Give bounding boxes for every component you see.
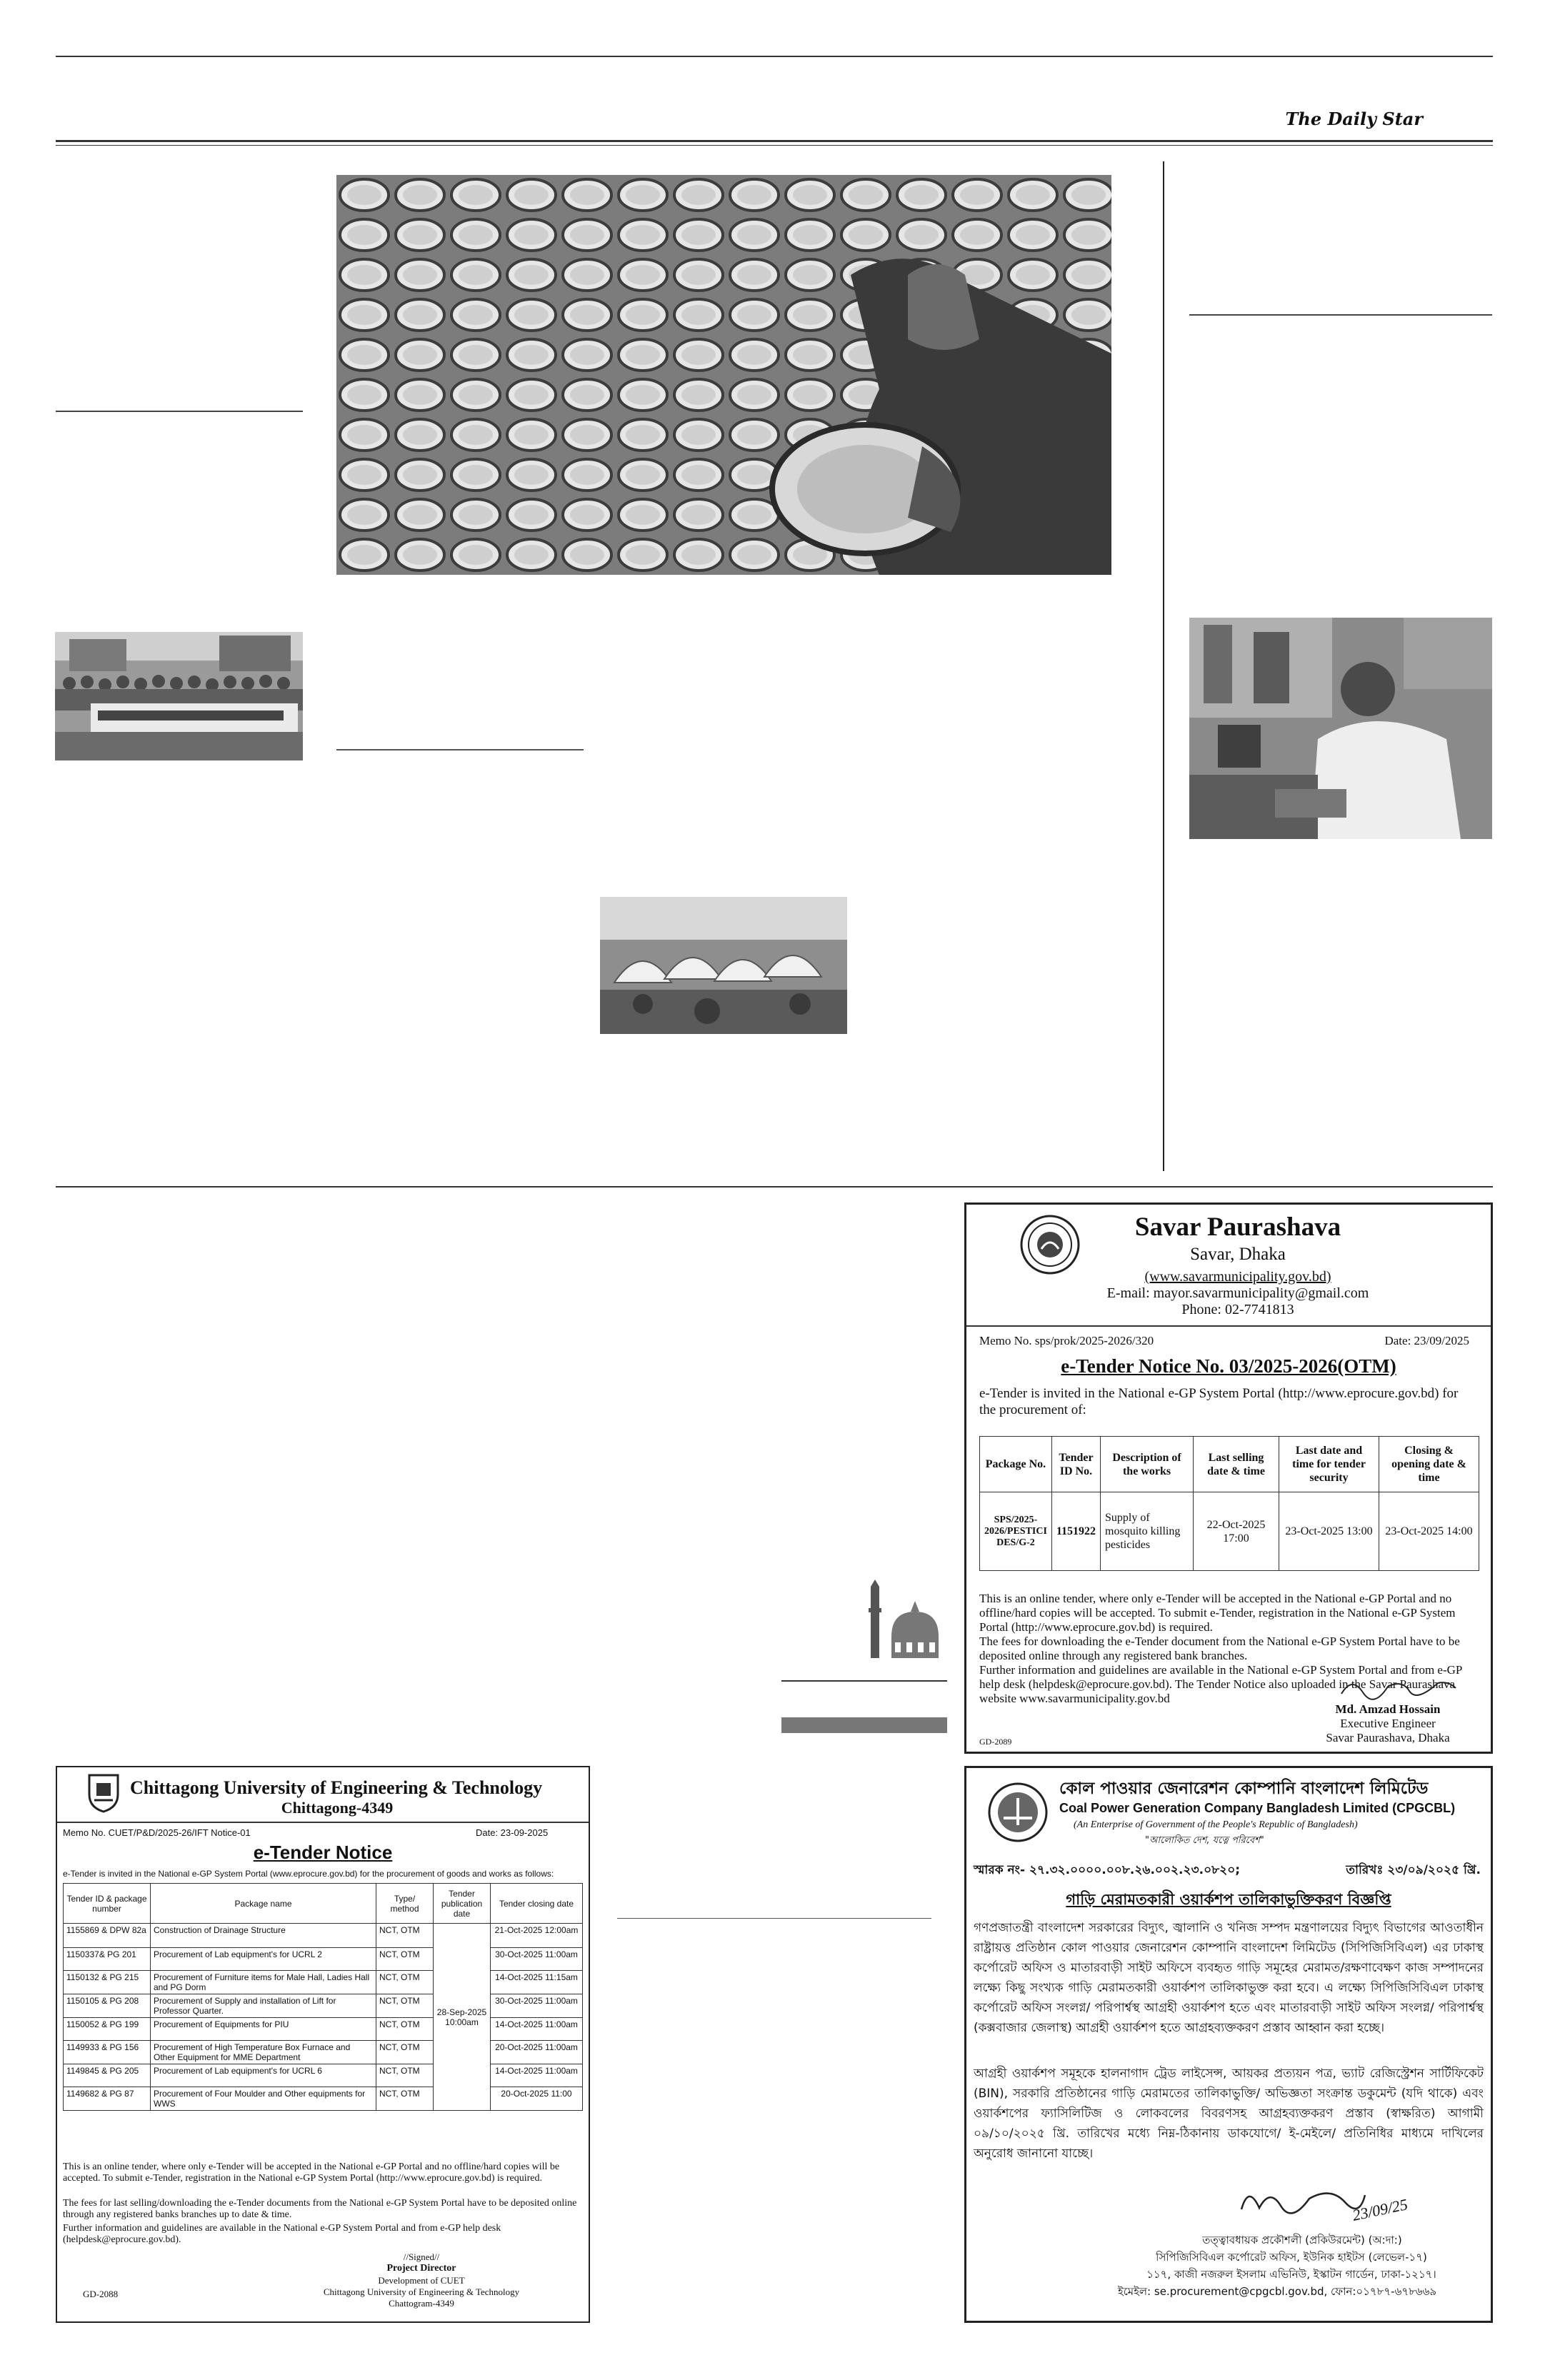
cuet-col-closing: Tender closing date bbox=[491, 1884, 583, 1924]
cuet-notice-title: e-Tender Notice bbox=[253, 1842, 393, 1863]
cpgcbl-title: গাড়ি মেরামতকারী ওয়ার্কশপ তালিকাভুক্তিকরণ বিজ্ঞপ্তি bbox=[1066, 1891, 1391, 1908]
savar-cell-security: 23-Oct-2025 13:00 bbox=[1279, 1492, 1379, 1571]
savar-header-rule bbox=[966, 1325, 1491, 1327]
cuet-place: Chittagong-4349 bbox=[281, 1799, 394, 1817]
cuet-cell-id: 1149682 & PG 87 bbox=[64, 2087, 151, 2111]
cuet-cell-method: NCT, OTM bbox=[376, 1994, 434, 2018]
cpgcbl-signer: তত্ত্বাবধায়ক প্রকৌশলী (প্রকিউরমেন্ট) (অ:দা:) bbox=[1202, 2234, 1402, 2246]
cpgcbl-sig-date: 23/09/25 bbox=[1351, 2195, 1409, 2224]
savar-tender-ad bbox=[964, 1202, 1493, 1754]
savar-cell-package: SPS/2025-2026/PESTICI DES/G-2 bbox=[980, 1492, 1052, 1571]
cuet-cell-id: 1149845 & PG 205 bbox=[64, 2064, 151, 2087]
cuet-org-name: Chittagong University of Engineering & Technology bbox=[130, 1777, 543, 1798]
cuet-date: Date: 23-09-2025 bbox=[476, 1827, 549, 1838]
cuet-memo: Memo No. CUET/P&D/2025-26/IFT Notice-01 bbox=[63, 1827, 251, 1838]
savar-intro: e-Tender is invited in the National e-GP System Portal (http://www.eprocure.gov.bd) for the procurement of: bbox=[979, 1386, 1459, 1417]
gray-banner bbox=[781, 1717, 947, 1733]
savar-body-3: Further information and guidelines are available in the National e-GP System Portal and from e-GP help desk (helpdesk@eprocure.gov.bd). The Tender Notice also uploaded in the Savar Paurashava website www.savarmunicipality.gov.bd bbox=[979, 1663, 1462, 1705]
cuet-signed: //Signed// bbox=[403, 2251, 440, 2262]
mosque-icon bbox=[866, 1580, 947, 1658]
savar-col-tender-id: Tender ID No. bbox=[1051, 1437, 1100, 1492]
cuet-cell-name: Procurement of Supply and installation of Lift for Professor Quarter. bbox=[151, 1994, 376, 2018]
table-row bbox=[64, 2064, 583, 2087]
cuet-tender-table bbox=[63, 1883, 583, 2111]
savar-col-security: Last date and time for tender security bbox=[1279, 1437, 1379, 1492]
cuet-cell-method: NCT, OTM bbox=[376, 1924, 434, 1948]
savar-gd: GD-2089 bbox=[979, 1737, 1012, 1747]
savar-memo: Memo No. sps/prok/2025-2026/320 bbox=[979, 1334, 1154, 1347]
cuet-cell-name: Procurement of Lab equipment's for UCRL 6 bbox=[151, 2064, 376, 2087]
cuet-cell-name: Construction of Drainage Structure bbox=[151, 1924, 376, 1948]
cpgcbl-signature bbox=[1238, 2181, 1366, 2218]
column-divider-right bbox=[1163, 161, 1164, 1171]
cpgcbl-logo-icon bbox=[988, 1782, 1048, 1842]
cuet-body-3: Further information and guidelines are available in the National e-GP System Portal and from e-GP help desk (helpdesk@eprocure.gov.bd). bbox=[63, 2223, 501, 2245]
cuet-body-2: The fees for last selling/downloading the e-Tender documents from the National e-GP System Portal have to be deposited online through any registered banks branches up to date & time. bbox=[63, 2198, 577, 2220]
cuet-signer-dept: Development of CUET bbox=[378, 2275, 465, 2286]
cuet-cell-method: NCT, OTM bbox=[376, 2087, 434, 2111]
cuet-cell-name: Procurement of Lab equipment's for UCRL 2 bbox=[151, 1948, 376, 1971]
cuet-cell-closing: 20-Oct-2025 11:00 bbox=[491, 2087, 583, 2111]
cuet-cell-closing: 20-Oct-2025 11:00am bbox=[491, 2041, 583, 2064]
savar-tender-table bbox=[979, 1436, 1479, 1571]
savar-phone: Phone: 02-7741813 bbox=[1181, 1302, 1294, 1317]
cuet-cell-closing: 30-Oct-2025 11:00am bbox=[491, 1948, 583, 1971]
cuet-cell-id: 1150132 & PG 215 bbox=[64, 1971, 151, 1994]
savar-org-name: Savar Paurashava bbox=[1134, 1212, 1341, 1242]
cuet-cell-method: NCT, OTM bbox=[376, 2041, 434, 2064]
table-row bbox=[64, 2041, 583, 2064]
cuet-col-publication: Tender publication date bbox=[434, 1884, 491, 1924]
cpgcbl-en-name: Coal Power Generation Company Bangladesh Limited (CPGCBL) bbox=[1059, 1801, 1456, 1815]
savar-signer-title: Executive Engineer bbox=[1340, 1717, 1436, 1730]
cuet-logo-icon bbox=[87, 1773, 120, 1813]
cuet-col-name: Package name bbox=[151, 1884, 376, 1924]
savar-signer-org: Savar Paurashava, Dhaka bbox=[1326, 1731, 1450, 1744]
protest-photo bbox=[55, 632, 303, 760]
savar-cell-selling: 22-Oct-2025 17:00 bbox=[1194, 1492, 1279, 1571]
cpgcbl-memo: স্মারক নং- ২৭.৩২.০০০০.০০৮.২৬.০০২.২৩.০৮২০; bbox=[974, 1863, 1241, 1877]
cuet-cell-closing: 14-Oct-2025 11:00am bbox=[491, 2018, 583, 2041]
top-rule bbox=[56, 56, 1493, 57]
cuet-cell-name: Procurement of Furniture items for Male Hall, Ladies Hall and PG Dorm bbox=[151, 1971, 376, 1994]
cuet-cell-closing: 30-Oct-2025 11:00am bbox=[491, 1994, 583, 2018]
cuet-cell-id: 1150337& PG 201 bbox=[64, 1948, 151, 1971]
savar-website: (www.savarmunicipality.gov.bd) bbox=[1144, 1269, 1331, 1285]
savar-place: Savar, Dhaka bbox=[1190, 1245, 1286, 1264]
pottery-photo bbox=[336, 175, 1111, 575]
savar-cell-tender-id: 1151922 bbox=[1051, 1492, 1100, 1571]
cuet-cell-name: Procurement of High Temperature Box Furnace and Other Equipment for MME Department bbox=[151, 2041, 376, 2064]
cuet-cell-method: NCT, OTM bbox=[376, 2018, 434, 2041]
masthead-rule-1 bbox=[56, 140, 1493, 142]
table-row bbox=[64, 1971, 583, 1994]
cuet-cell-method: NCT, OTM bbox=[376, 2064, 434, 2087]
cuet-cell-publication: 28-Sep-2025 10:00am bbox=[434, 1924, 491, 2111]
ads-section-rule bbox=[56, 1186, 1493, 1188]
cpgcbl-address: ১১৭, কাজী নজরুল ইসলাম এভিনিউ, ইস্কাটন গার্ডেন, ঢাকা-১২১৭। bbox=[1146, 2268, 1436, 2281]
craftsman-photo bbox=[1189, 618, 1492, 839]
cuet-signer-place: Chattogram-4349 bbox=[389, 2298, 454, 2309]
mosque-rule bbox=[781, 1680, 947, 1682]
savar-seal-icon bbox=[1020, 1215, 1080, 1275]
cuet-signer-title: Project Director bbox=[386, 2263, 456, 2274]
cpgcbl-bn-name: কোল পাওয়ার জেনারেশন কোম্পানি বাংলাদেশ লিমিটেড bbox=[1059, 1779, 1429, 1798]
ads-mid-rule bbox=[617, 1918, 931, 1919]
table-row bbox=[64, 1994, 583, 2018]
tents-photo bbox=[600, 897, 847, 1034]
column-rule-right bbox=[1189, 314, 1492, 316]
brand-logo: The Daily Star bbox=[1285, 109, 1423, 129]
savar-col-description: Description of the works bbox=[1101, 1437, 1194, 1492]
table-row bbox=[64, 2018, 583, 2041]
savar-col-package: Package No. bbox=[980, 1437, 1052, 1492]
savar-signature bbox=[1338, 1672, 1459, 1702]
cpgcbl-para-1: গণপ্রজাতন্ত্রী বাংলাদেশ সরকারের বিদ্যুৎ, জ্বালানি ও খনিজ সম্পদ মন্ত্রণালয়ের বিদ্যুৎ বিভাগের আওতাধীন রাষ্ট্রায়ত্ত প্রতিষ্ঠান কোল পাওয়ার জেনারেশন কোম্পানি বাংলাদেশ লিমিটেড (সিপিজিসিবিএল) এর ঢাকাস্থ কর্পোরেট অফিস ও মাতারবাড়ী সাইট অফিসে ব্যবহৃত গাড়ি সমূহের মেরামত/রক্ষণাবেক্ষণ কাজ সম্পাদনের লক্ষ্যে কিছু সংখ্যক গাড়ি মেরামতকারী ওয়ার্কশপ তালিকাভুক্ত করা হবে। এ লক্ষ্যে সিপিজিসিবিএল ঢাকাস্থ কর্পোরেট অফিস সংলগ্ন/ পরিপার্শ্বস্থ আগ্রহী ওয়ার্কশপ হতে এবং মাতারবাড়ী সাইট অফিস সংলগ্ন/ পরিপার্শ্বস্থ (কক্সবাজার জেলাস্থ) আগ্রহী ওয়ার্কশপ হতে আগ্রহব্যক্তকরণ প্রস্তাব আহ্বান করা হচ্ছে। bbox=[974, 1921, 1484, 2035]
savar-notice-title: e-Tender Notice No. 03/2025-2026(OTM) bbox=[1061, 1355, 1396, 1377]
cpgcbl-notice-ad bbox=[964, 1766, 1493, 2323]
column-rule-left bbox=[56, 411, 303, 412]
cpgcbl-office: সিপিজিসিবিএল কর্পোরেট অফিস, ইউনিক হাইটস (লেভেল-১৭) bbox=[1156, 2251, 1427, 2264]
savar-email: E-mail: mayor.savarmunicipality@gmail.com bbox=[1106, 1285, 1369, 1301]
cuet-cell-closing: 21-Oct-2025 12:00am bbox=[491, 1924, 583, 1948]
savar-date: Date: 23/09/2025 bbox=[1384, 1334, 1469, 1347]
table-row bbox=[64, 2087, 583, 2111]
cuet-cell-method: NCT, OTM bbox=[376, 1948, 434, 1971]
cuet-col-method: Type/ method bbox=[376, 1884, 434, 1924]
savar-col-closing: Closing & opening date & time bbox=[1379, 1437, 1479, 1492]
cuet-tender-ad bbox=[56, 1766, 590, 2323]
cuet-signer-org: Chittagong University of Engineering & Technology bbox=[323, 2286, 520, 2297]
cpgcbl-para-2: আগ্রহী ওয়ার্কশপ সমূহকে হালনাগাদ ট্রেড লাইসেন্স, আয়কর প্রত্যয়ন পত্র, ভ্যাট রেজিস্ট্রেশন সার্টিফিকেট (BIN), সরকারি প্রতিষ্ঠানের গাড়ি মেরামতের তালিকাভুক্তি/ অভিজ্ঞতা সংক্রান্ত ডকুমেন্ট (যদি থাকে) এবং ওয়ার্কশপের ফ্যাসিলিটিজ ও লোকবলের বিবরণসহ আগ্রহব্যক্তকরণ প্রস্তাব (স্বাক্ষরিত) আগামী ০৯/১০/২০২৫ খ্রি. তারিখের মধ্যে নিম্ন-ঠিকানায় ডাকযোগে/ ই-মেইলে/ প্রতিনিধির মাধ্যমে দাখিলের অনুরোধ জানানো যাচ্ছে। bbox=[974, 2067, 1484, 2161]
cuet-cell-id: 1150105 & PG 208 bbox=[64, 1994, 151, 2018]
cuet-cell-id: 1149933 & PG 156 bbox=[64, 2041, 151, 2064]
cpgcbl-date: তারিখঃ ২৩/০৯/২০২৫ খ্রি. bbox=[1346, 1863, 1481, 1877]
cuet-cell-name: Procurement of Equipments for PIU bbox=[151, 2018, 376, 2041]
savar-body-2: The fees for downloading the e-Tender document from the National e-GP System Portal have to be deposited online through any registered bank branches. bbox=[979, 1635, 1460, 1662]
cpgcbl-contact: ইমেইল: se.procurement@cpgcbl.gov.bd, ফোন:০১৭৮৭-৬৭৮৬৬৯ bbox=[1117, 2285, 1437, 2298]
cuet-cell-id: 1150052 & PG 199 bbox=[64, 2018, 151, 2041]
cuet-cell-id: 1155869 & DPW 82a bbox=[64, 1924, 151, 1948]
savar-col-selling: Last selling date & time bbox=[1194, 1437, 1279, 1492]
cuet-cell-closing: 14-Oct-2025 11:00am bbox=[491, 2064, 583, 2087]
cuet-col-id: Tender ID & package number bbox=[64, 1884, 151, 1924]
cuet-cell-method: NCT, OTM bbox=[376, 1971, 434, 1994]
cuet-cell-closing: 14-Oct-2025 11:15am bbox=[491, 1971, 583, 1994]
savar-signer: Md. Amzad Hossain bbox=[1335, 1702, 1441, 1716]
cuet-cell-name: Procurement of Four Moulder and Other equipments for WWS bbox=[151, 2087, 376, 2111]
savar-body-1: This is an online tender, where only e-Tender will be accepted in the National e-GP Portal and no offline/hard copies will be accepted. To submit e-Tender, registration in the National e-GP System Portal (http://www.eprocure.gov.bd) is required. bbox=[979, 1592, 1456, 1634]
cuet-intro: e-Tender is invited in the National e-GP System Portal (www.eprocure.gov.bd) for the procurement of goods and works as follows: bbox=[63, 1869, 554, 1879]
table-row bbox=[64, 1948, 583, 1971]
cpgcbl-tagline: "আলোকিত দেশ, যত্নে পরিবেশ" bbox=[1145, 1835, 1264, 1846]
cuet-gd: GD-2088 bbox=[83, 2289, 119, 2299]
cuet-header-rule bbox=[57, 1822, 589, 1823]
savar-cell-closing: 23-Oct-2025 14:00 bbox=[1379, 1492, 1479, 1571]
masthead-rule-2 bbox=[56, 145, 1493, 146]
savar-cell-description: Supply of mosquito killing pesticides bbox=[1101, 1492, 1194, 1571]
cuet-body-1: This is an online tender, where only e-Tender will be accepted in the National e-GP Portal and no offline/hard copies will be accepted. To submit e-Tender, registration in the National e-GP System Portal (http://www.eprocure.gov.bd) is required. bbox=[63, 2161, 560, 2184]
cpgcbl-subtitle: (An Enterprise of Government of the People's Republic of Bangladesh) bbox=[1074, 1819, 1358, 1830]
column-rule-mid bbox=[336, 749, 584, 750]
table-row bbox=[64, 1924, 583, 1948]
